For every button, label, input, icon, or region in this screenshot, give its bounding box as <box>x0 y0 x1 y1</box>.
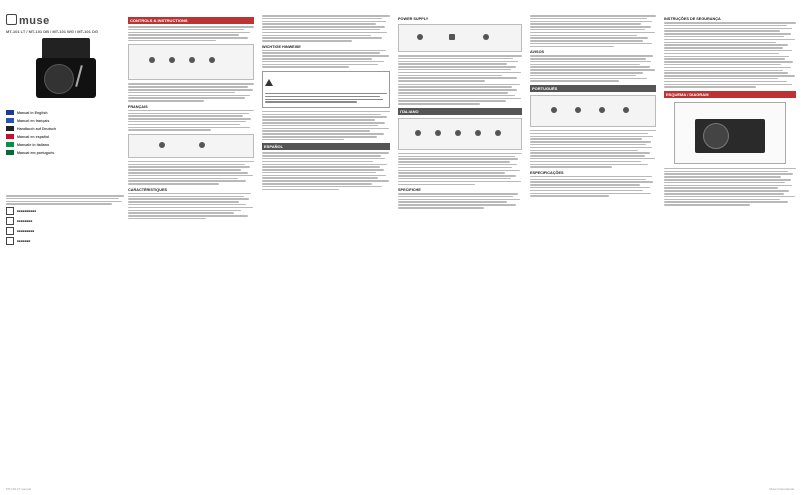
warning-icon <box>265 79 273 86</box>
flag-icon <box>6 126 14 131</box>
symbol-row: ■■■■■■■■■ <box>6 227 124 235</box>
column-6 <box>664 14 796 484</box>
text-block <box>530 176 656 197</box>
brand-logo <box>6 14 124 27</box>
footer-right: Muse International <box>769 487 794 491</box>
text-block <box>262 15 390 42</box>
symbol-row: ■■■■■■■■■■ <box>6 207 124 215</box>
text-block <box>398 193 522 208</box>
section-header: ITALIANO <box>398 108 522 115</box>
turntable-illustration <box>8 38 120 102</box>
subheading: AVISOS <box>530 50 545 55</box>
subheading: WICHTIGE HINWEISE <box>262 44 301 49</box>
subheading: POWER SUPPLY <box>398 17 429 21</box>
flag-icon <box>6 150 14 155</box>
language-label: Manuel en français <box>17 118 50 123</box>
subheading: FRANÇAIS <box>128 104 148 109</box>
text-block <box>530 15 656 47</box>
language-label: Manual em português <box>17 150 55 155</box>
text-block <box>664 168 796 206</box>
text-block <box>265 93 387 103</box>
section-header: ESPAÑOL <box>262 143 390 150</box>
text-block <box>262 111 390 140</box>
language-item-en <box>6 110 124 115</box>
language-item-it <box>6 142 124 147</box>
language-label: Handbuch auf Deutsch <box>17 126 57 131</box>
language-item-fr <box>6 118 124 123</box>
language-list <box>6 110 124 155</box>
text-block <box>262 152 390 190</box>
text-block <box>398 153 522 185</box>
controls-diagram <box>530 95 656 127</box>
language-label: Manual in English <box>17 110 48 115</box>
symbol-row: ■■■■■■■ <box>6 237 124 245</box>
flag-icon <box>6 110 14 115</box>
controls-diagram <box>398 118 522 150</box>
column-5 <box>530 14 656 484</box>
column-2 <box>128 14 254 484</box>
section-header: PORTUGUÊS <box>530 85 656 92</box>
subheading: SPECIFICHE <box>398 188 421 193</box>
subheading: ESPECIFICAÇÕES <box>530 170 564 175</box>
text-block <box>128 161 254 185</box>
muse-logo-icon <box>6 14 17 25</box>
section-header: CONTROLS & INSTRUCTIONS <box>128 17 254 24</box>
text-block <box>6 195 124 205</box>
text-block <box>128 193 254 220</box>
power-diagram <box>398 24 522 52</box>
flag-icon <box>6 118 14 123</box>
text-block <box>530 130 656 168</box>
symbol-row: ■■■■■■■■ <box>6 217 124 225</box>
language-label: Manual en español <box>17 134 50 139</box>
flag-icon <box>6 142 14 147</box>
warning-box <box>262 71 390 108</box>
text-block <box>664 22 796 88</box>
language-item-de <box>6 126 124 131</box>
footer-left: MT-101 LT manual <box>6 487 31 491</box>
connection-diagram <box>128 134 254 158</box>
column-1 <box>6 14 124 484</box>
text-block <box>128 83 254 101</box>
subheading: INSTRUÇÕES DE SEGURANÇA <box>664 17 721 21</box>
text-block <box>398 84 522 105</box>
text-block <box>262 50 390 68</box>
column-3 <box>262 14 390 484</box>
text-block <box>530 55 656 82</box>
language-item-es <box>6 134 124 139</box>
section-header: ESQUEMA / DIAGRAM <box>664 91 796 98</box>
text-block <box>398 55 522 82</box>
language-item-pt <box>6 150 124 155</box>
column-4 <box>398 14 522 484</box>
subheading: CARACTÉRISTIQUES <box>128 187 168 192</box>
controls-diagram <box>128 44 254 80</box>
language-label: Manuale in italiano <box>17 142 50 147</box>
flag-icon <box>6 134 14 139</box>
text-block <box>128 26 254 41</box>
turntable-diagram <box>674 102 786 164</box>
text-block <box>128 110 254 131</box>
brand-name: muse <box>19 15 50 27</box>
model-list: MT-101 LT / MT-101 DB / MT-101 WG / MT-101 DG <box>6 29 98 34</box>
